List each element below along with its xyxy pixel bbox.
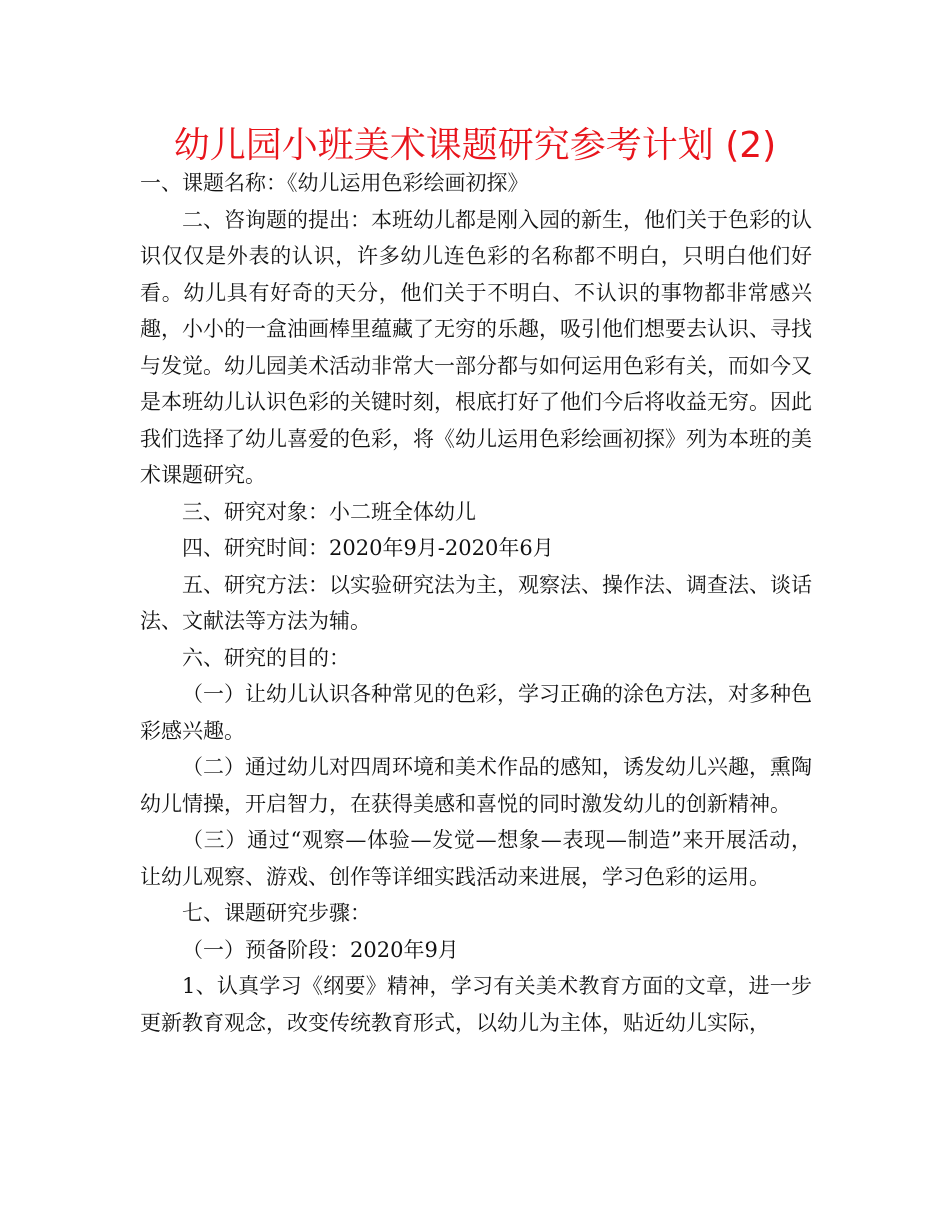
paragraph-prep-stage: （一）预备阶段：2020年9月 bbox=[182, 937, 459, 962]
paragraph-research-method: 五、研究方法：以实验研究法为主，观察法、操作法、调查法、谈话法、文献法等方法为辅。 bbox=[140, 572, 812, 633]
paragraph-research-steps-heading: 七、课题研究步骤： bbox=[182, 901, 371, 925]
paragraph-purpose-1: （一）让幼儿认识各种常见的色彩，学习正确的涂色方法，对多种色彩感兴趣。 bbox=[140, 682, 812, 743]
paragraph-topic-name: 一、课题名称：《幼儿运用色彩绘画初探》 bbox=[140, 171, 529, 195]
paragraph-purpose-2: （二）通过幼儿对四周环境和美术作品的感知，诱发幼儿兴趣，熏陶幼儿情操，开启智力，在获得美感和喜悦的同时激发幼儿的创新精神。 bbox=[140, 755, 812, 816]
paragraph-problem-statement: 二、咨询题的提出：本班幼儿都是刚入园的新生，他们关于色彩的认识仅仅是外表的认识，许多幼儿连色彩的名称都不明白，只明白他们好看。幼儿具有好奇的天分，他们关于不明白、不认识的事物都非常感兴趣，小小的一盒油画棒里蕴藏了无穷的乐趣，吸引他们想要去认识、寻找与发觉。幼儿园美术活动非常大一部分都与如何运用色彩有关，而如今又是本班幼儿认识色彩的关键时刻，根底打好了他们今后将收益无穷。因此我们选择了幼儿喜爱的色彩，将《幼儿运用色彩绘画初探》列为本班的美术课题研究。 bbox=[140, 207, 812, 487]
paragraph-research-purpose-heading: 六、研究的目的： bbox=[182, 645, 350, 670]
paragraph-step-1: 1、认真学习《纲要》精神，学习有关美术教育方面的文章，进一步更新教育观念，改变传统教育形式，以幼儿为主体，贴近幼儿实际， bbox=[140, 974, 812, 1035]
paragraph-research-subject: 三、研究对象：小二班全体幼儿 bbox=[182, 499, 476, 524]
document-body bbox=[140, 165, 812, 1041]
paragraph-research-time: 四、研究时间：2020年9月-2020年6月 bbox=[182, 536, 554, 560]
paragraph-purpose-3: （三）通过“观察—体验—发觉—想象—表现—制造”来开展活动，让幼儿观察、游戏、创作等详细实践活动来进展，学习色彩的运用。 bbox=[140, 828, 812, 889]
document-title: 幼儿园小班美术课题研究参考计划 (2) bbox=[173, 125, 777, 166]
